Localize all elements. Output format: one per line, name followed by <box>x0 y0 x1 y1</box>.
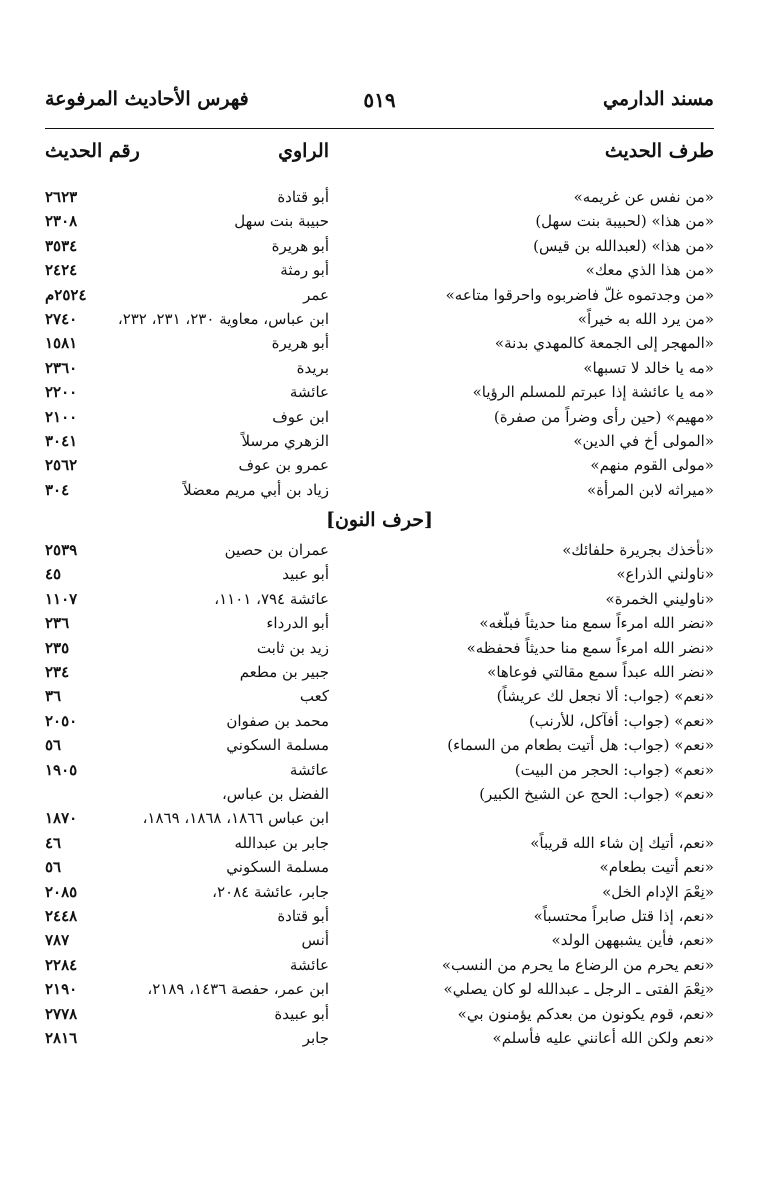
narrator: ابن عوف <box>272 407 329 426</box>
narrator: أبو قتادة <box>277 188 329 206</box>
index-row <box>45 977 714 1001</box>
hadith-phrase: «نعم، إذا قتل صابراً محتسباً» <box>533 906 714 925</box>
index-row <box>45 1026 714 1050</box>
hadith-phrase: «نأخذك بجريرة حلفائك» <box>562 541 714 560</box>
narrator: أبو الدرداء <box>266 614 329 633</box>
hadith-phrase: «نضر الله امرءاً سمع منا حديثاً فحفظه» <box>466 638 714 657</box>
index-row <box>45 307 714 331</box>
hadith-phrase: «نِعْمَ الإدام الخل» <box>602 882 714 901</box>
hadith-number: ٢٤٢٤ <box>45 261 78 280</box>
hadith-phrase: «من هذا الذي معك» <box>585 261 714 280</box>
hadith-phrase: «من هذا» (لحبيبة بنت سهل) <box>535 212 714 231</box>
hadith-phrase: «مهيم» (حين رأى وضراً من صفرة) <box>493 407 714 426</box>
index-title: فهرس الأحاديث المرفوعة <box>45 88 249 110</box>
hadith-phrase: «نعم، أتيك إن شاء الله قريباً» <box>530 833 714 852</box>
index-row <box>45 283 714 307</box>
index-row <box>45 684 714 708</box>
hadith-number: ٥٦ <box>45 736 62 755</box>
hadith-number: ٢٣٦٠ <box>45 358 78 377</box>
index-row <box>45 234 714 258</box>
hadith-phrase: «من وجدتموه غلّ فاضربوه واحرقوا متاعه» <box>445 285 714 304</box>
index-row <box>45 478 714 502</box>
index-row <box>45 356 714 380</box>
index-row <box>45 782 714 806</box>
hadith-number: ١٥٨١ <box>45 334 78 353</box>
hadith-phrase: «من يرد الله به خيراً» <box>577 309 714 328</box>
hadith-phrase: «نعم» (جواب: هل أتيت بطعام من السماء) <box>447 736 714 755</box>
index-row <box>45 880 714 904</box>
narrator: عائشة <box>289 760 329 779</box>
narrator: ابن عباس، معاوية ٢٣٠، ٢٣١، ٢٣٢، <box>117 309 329 328</box>
hadith-number: ٢٥٣٩ <box>45 541 78 560</box>
column-phrase-header: طرف الحديث <box>604 140 714 162</box>
narrator: عمر <box>303 285 329 304</box>
narrator: أبو هريرة <box>271 236 329 255</box>
hadith-number: ٢٣٥ <box>45 638 70 657</box>
hadith-phrase: «نعم» (جواب: أفآكل، للأرنب) <box>528 711 714 730</box>
index-row <box>45 1002 714 1026</box>
hadith-phrase: «المولى أخ في الدين» <box>573 431 714 450</box>
index-row <box>45 611 714 635</box>
narrator: عمرو بن عوف <box>238 456 329 475</box>
hadith-number: ٢٠٥٠ <box>45 711 78 730</box>
index-row <box>45 405 714 429</box>
narrator: الزهري مرسلاً <box>241 431 329 450</box>
narrator: مسلمة السكوني <box>226 858 329 877</box>
index-row <box>45 758 714 782</box>
hadith-number: ١٨٧٠ <box>45 809 78 828</box>
hadith-number: ٢٣٤ <box>45 663 70 682</box>
narrator: أبو هريرة <box>271 334 329 353</box>
hadith-number: ٣٠٤ <box>45 480 70 499</box>
section-title: [حرف النون] <box>325 509 434 532</box>
hadith-phrase: «نضر الله امرءاً سمع منا حديثاً فبلّغه» <box>479 614 714 633</box>
book-title: مسند الدارمي <box>603 88 714 110</box>
column-number-header: رقم الحديث <box>45 140 140 162</box>
narrator: أبو عبيد <box>282 565 329 584</box>
hadith-number: ٢٣٠٨ <box>45 212 78 231</box>
hadith-phrase: «نعم» (جواب: الحجر من البيت) <box>514 760 714 779</box>
narrator: زيد بن ثابت <box>256 638 329 657</box>
index-row <box>45 331 714 355</box>
hadith-number: ٢٧٧٨ <box>45 1004 78 1023</box>
hadith-number: ٢٠٨٥ <box>45 882 78 901</box>
hadith-phrase: «مه يا خالد لا تسبها» <box>583 358 714 377</box>
narrator: عائشة <box>289 383 329 402</box>
index-group-mim <box>45 185 714 502</box>
index-row <box>45 928 714 952</box>
hadith-phrase: «نعم ولكن الله أعانني عليه فأسلم» <box>492 1028 714 1047</box>
narrator: بريدة <box>296 358 329 377</box>
narrator: أبو قتادة <box>277 906 329 925</box>
hadith-number: ٢٧٤٠ <box>45 309 78 328</box>
narrator: جابر بن عبدالله <box>234 833 329 852</box>
hadith-number: ٤٥ <box>45 565 62 584</box>
narrator: عائشة ٧٩٤، ١١٠١، <box>214 589 329 608</box>
hadith-number: ٢٤٤٨ <box>45 906 78 925</box>
hadith-phrase: «نِعْمَ الفتى ـ الرجل ـ عبدالله لو كان يصلي» <box>443 980 714 999</box>
index-row <box>45 709 714 733</box>
hadith-number: ٥٦ <box>45 858 62 877</box>
index-row <box>45 429 714 453</box>
hadith-number: ٣٠٤١ <box>45 431 78 450</box>
narrator: أنس <box>301 931 329 950</box>
hadith-phrase: «نضر الله عبداً سمع مقالتي فوعاها» <box>487 663 714 682</box>
index-group-nun <box>45 538 714 1050</box>
index-row <box>45 660 714 684</box>
narrator: حبيبة بنت سهل <box>234 212 329 231</box>
index-row <box>45 904 714 928</box>
hadith-phrase: «ميراثه لابن المرأة» <box>587 480 714 499</box>
hadith-number: ٢١٠٠ <box>45 407 78 426</box>
narrator: جابر <box>302 1028 329 1047</box>
hadith-number: ١٩٠٥ <box>45 760 78 779</box>
hadith-number: ٣٥٣٤ <box>45 236 78 255</box>
hadith-number: ٢٥٦٢ <box>45 456 78 475</box>
hadith-phrase: «نعم، فأين يشبههن الولد» <box>551 931 714 950</box>
hadith-number: ٢٦٢٣ <box>45 188 78 206</box>
narrator: كعب <box>299 687 329 706</box>
page-number: ٥١٩ <box>363 88 396 112</box>
narrator: ابن عباس ١٨٦٦، ١٨٦٨، ١٨٦٩، <box>142 809 329 828</box>
hadith-phrase: «مولى القوم منهم» <box>590 456 714 475</box>
hadith-number: ٢٨١٦ <box>45 1028 78 1047</box>
hadith-number: ٤٦ <box>45 833 62 852</box>
index-row <box>45 587 714 611</box>
hadith-number: ٢٥٢٤م <box>45 285 87 304</box>
index-row <box>45 806 714 830</box>
hadith-phrase: «نعم، قوم يكونون من بعدكم يؤمنون بي» <box>457 1004 714 1023</box>
page-header <box>45 88 714 118</box>
hadith-number: ٧٨٧ <box>45 931 70 950</box>
index-row <box>45 831 714 855</box>
hadith-phrase: «من هذا» (لعبدالله بن قيس) <box>533 236 714 255</box>
hadith-phrase: «من نفس عن غريمه» <box>573 188 714 206</box>
index-row <box>45 258 714 282</box>
narrator: ابن عمر، حفصة ١٤٣٦، ٢١٨٩، <box>147 980 329 999</box>
narrator: عائشة <box>289 955 329 974</box>
hadith-phrase: «المهجر إلى الجمعة كالمهدي بدنة» <box>494 334 714 353</box>
hadith-number: ١١٠٧ <box>45 589 78 608</box>
index-row <box>45 185 714 209</box>
index-row <box>45 855 714 879</box>
index-row <box>45 453 714 477</box>
index-row <box>45 636 714 660</box>
narrator: الفضل بن عباس، <box>221 784 329 803</box>
hadith-phrase: «ناوليني الخمرة» <box>605 589 714 608</box>
column-headers <box>45 140 714 170</box>
hadith-number: ٢٢٠٠ <box>45 383 78 402</box>
index-row <box>45 733 714 757</box>
hadith-phrase: «ناولني الذراع» <box>616 565 714 584</box>
hadith-phrase: «نعم» (جواب: الحج عن الشيخ الكبير) <box>479 784 714 803</box>
index-row <box>45 538 714 562</box>
hadith-number: ٢١٩٠ <box>45 980 78 999</box>
index-row <box>45 209 714 233</box>
hadith-phrase: «مه يا عائشة إذا عبرتم للمسلم الرؤيا» <box>472 383 714 402</box>
narrator: محمد بن صفوان <box>226 711 329 730</box>
hadith-number: ٢٣٦ <box>45 614 70 633</box>
narrator: أبو عبيدة <box>274 1004 329 1023</box>
column-narrator-header: الراوي <box>278 140 329 162</box>
index-row <box>45 953 714 977</box>
index-row <box>45 562 714 586</box>
index-row <box>45 380 714 404</box>
narrator: عمران بن حصين <box>224 541 329 560</box>
narrator: جبير بن مطعم <box>239 663 329 682</box>
hadith-phrase: «نعم أتيت بطعام» <box>599 858 714 877</box>
narrator: زياد بن أبي مريم معضلاً <box>183 480 329 499</box>
header-divider <box>45 128 714 129</box>
hadith-number: ٢٢٨٤ <box>45 955 78 974</box>
narrator: مسلمة السكوني <box>226 736 329 755</box>
hadith-phrase: «نعم» (جواب: ألا نجعل لك عريشاً) <box>496 687 714 706</box>
hadith-number: ٣٦ <box>45 687 62 706</box>
hadith-index-list <box>45 185 714 1050</box>
narrator: جابر، عائشة ٢٠٨٤، <box>212 882 329 901</box>
hadith-phrase: «نعم يحرم من الرضاع ما يحرم من النسب» <box>441 955 714 974</box>
narrator: أبو رمثة <box>280 261 329 280</box>
